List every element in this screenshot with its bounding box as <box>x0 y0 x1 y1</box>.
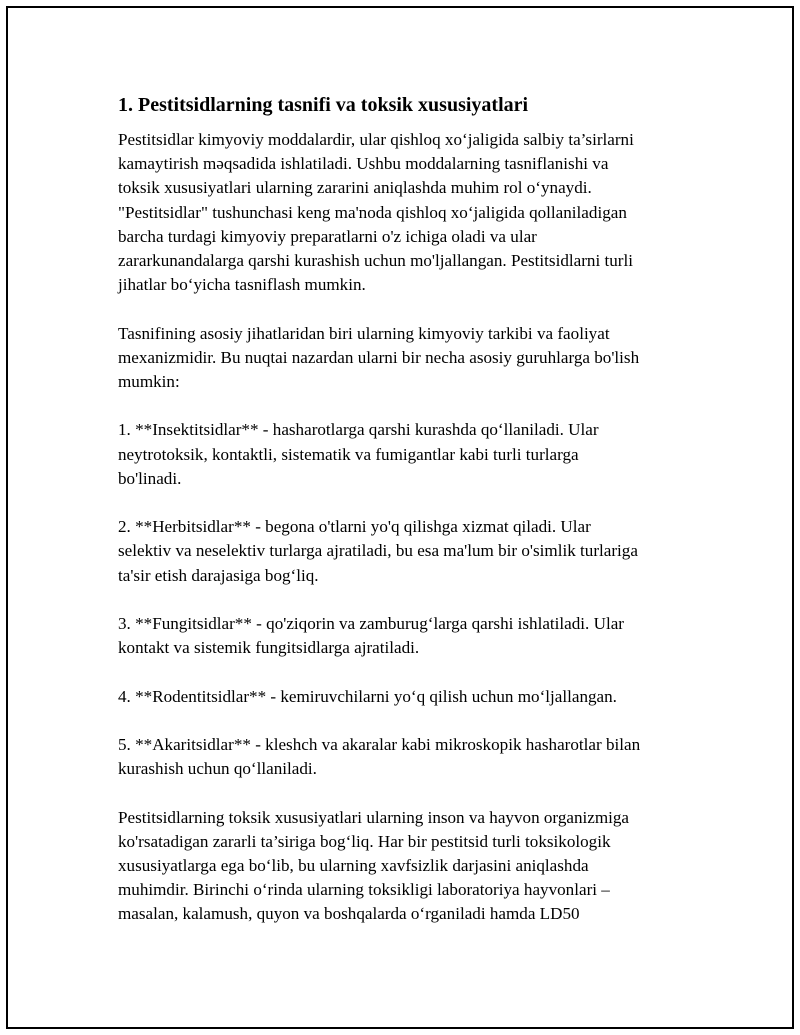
text-line: zararkunandalarga qarshi kurashish uchun mo'ljallangan. Pestitsidlarni turli <box>118 251 633 271</box>
text-line: Tasnifining asosiy jihatlaridan biri ularning kimyoviy tarkibi va faoliyat <box>118 323 610 343</box>
text-line: 3. **Fungitsidlar** - qo'ziqorin va zamburug‘larga qarshi ishlatiladi. Ular <box>118 614 624 633</box>
text-line: toksik xususiyatlari ularning zararini aniqlashda muhim rol o‘ynaydi. <box>118 178 592 198</box>
section-heading: 1. Pestitsidlarning tasnifi va toksik xususiyatlari <box>118 94 529 116</box>
text-line: jihatlar bo‘yicha tasniflash mumkin. <box>118 275 366 295</box>
text-line: Pestitsidlar kimyoviy moddalardir, ular qishloq xo‘jaligida salbiy ta’sirlarni <box>118 130 634 149</box>
paragraph-intro <box>118 128 688 297</box>
text-line: kurashish uchun qo‘llaniladi. <box>118 759 317 779</box>
text-line: Pestitsidlarning toksik xususiyatlari ularning inson va hayvon organizmiga <box>118 807 630 827</box>
text-line: bo'linadi. <box>118 468 182 488</box>
text-line: 2. **Herbitsidlar** - begona o'tlarni yo'q qilishga xizmat qiladi. Ular <box>118 517 591 537</box>
list-item-herbicides <box>118 515 688 588</box>
text-line: 5. **Akaritsidlar** - kleshch va akaralar kabi mikroskopik hasharotlar bilan <box>118 734 641 754</box>
text-line: barcha turdagi kimyoviy preparatlarni o'z ichiga oladi va ular <box>118 226 537 246</box>
text-line: selektiv va neselektiv turlarga ajratiladi, bu esa ma'lum bir o'simlik turlariga <box>118 541 638 561</box>
text-line: "Pestitsidlar" tushunchasi keng ma'noda qishloq xo‘jaligida qollaniladigan <box>118 202 627 222</box>
text-line: kamaytirish məqsadida ishlatiladi. Ushbu moddalarning tasniflanishi va <box>118 154 609 174</box>
document-body <box>118 92 688 951</box>
list-item-rodenticides <box>118 685 688 709</box>
list-item-fungicides <box>118 612 688 660</box>
text-line: xususiyatlarga ega bo‘lib, bu ularning xavfsizlik darjasini aniqlashda <box>118 855 589 875</box>
text-line: masalan, kalamush, quyon va boshqalarda o‘rganiladi hamda LD50 <box>118 904 580 924</box>
list-item-acaricides <box>118 733 688 781</box>
text-line: ta'sir etish darajasiga bog‘liq. <box>118 565 319 585</box>
text-line: muhimdir. Birinchi o‘rinda ularning toksikligi laboratoriya hayvonlari – <box>118 880 610 900</box>
text-line: 1. **Insektitsidlar** - hasharotlarga qarshi kurashda qo‘llaniladi. Ular <box>118 420 599 440</box>
text-line: kontakt va sistemik fungitsidlarga ajratiladi. <box>118 638 420 658</box>
list-item-insecticides <box>118 418 688 491</box>
text-line: mumkin: <box>118 372 180 392</box>
text-line: ko'rsatadigan zararli ta’siriga bog‘liq. Har bir pestitsid turli toksikologik <box>118 831 611 851</box>
text-line: 4. **Rodentitsidlar** - kemiruvchilarni yo‘q qilish uchun mo‘ljallangan. <box>118 686 617 706</box>
paragraph-toxicity <box>118 806 688 927</box>
text-line: neytrotoksik, kontaktli, sistematik va fumigantlar kabi turli turlarga <box>118 444 579 464</box>
text-line: mexanizmidir. Bu nuqtai nazardan ularni bir necha asosiy guruhlarga bo'lish <box>118 347 640 367</box>
paragraph-classification <box>118 322 688 395</box>
